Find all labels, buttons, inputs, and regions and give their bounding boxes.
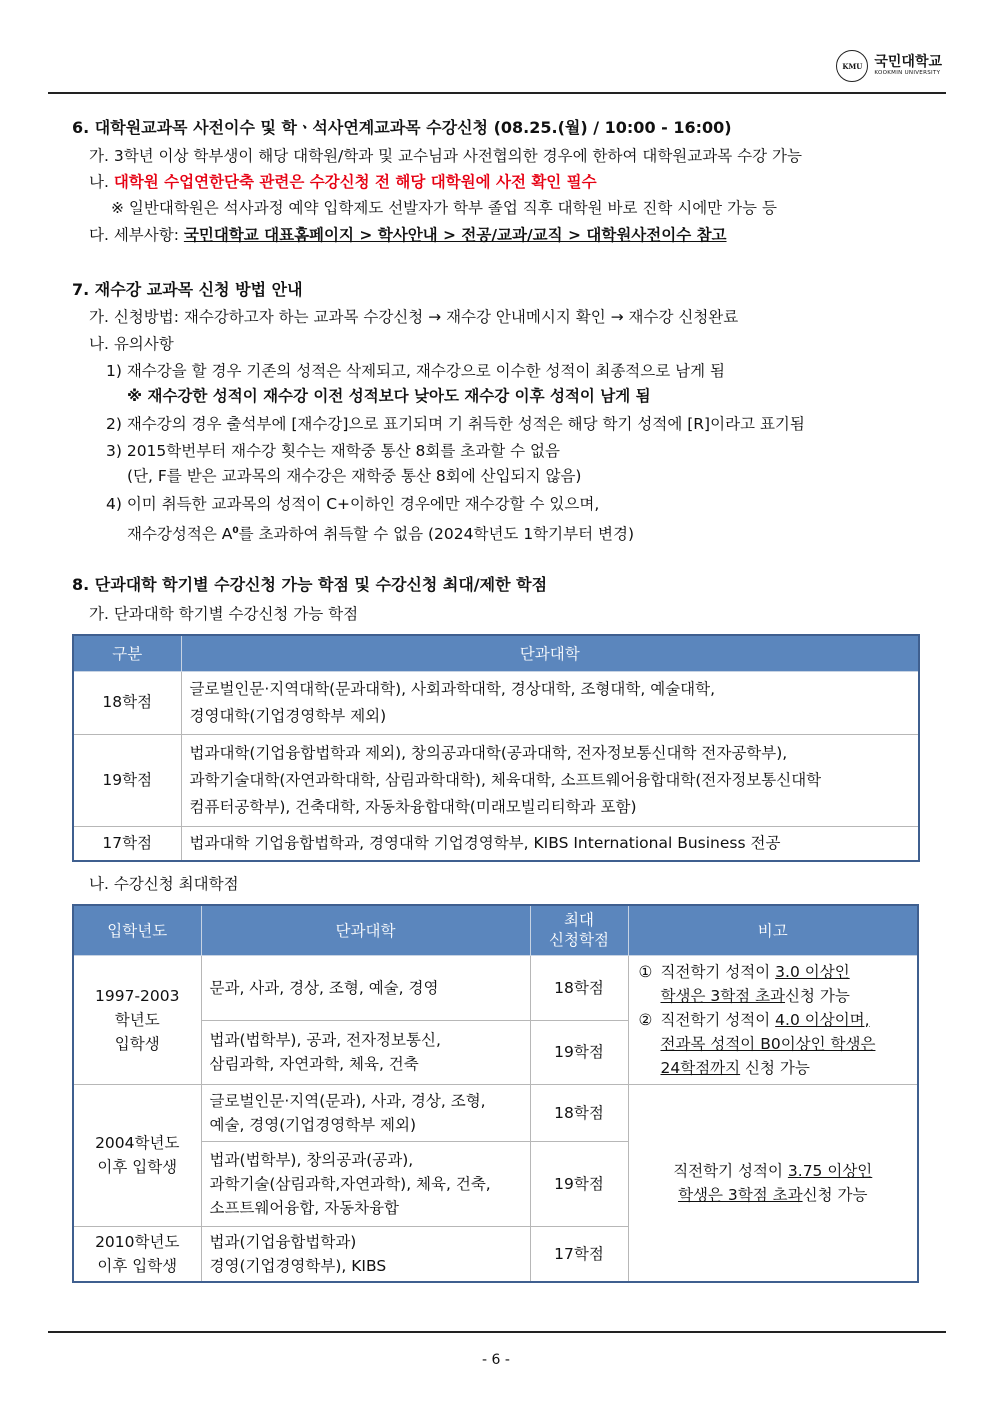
s7-item-a: 가. 신청방법: 재수강하고자 하는 교과목 수강신청 → 재수강 안내메시지 확인 → 재수강 신청완료 (89, 308, 739, 326)
header-college: 단과대학 (181, 635, 919, 671)
university-logo (836, 50, 942, 82)
s6-note: ※ 일반대학원은 석사과정 예약 입학제도 선발자가 학부 졸업 직후 대학원 바로 진학 시에만 가능 등 (111, 199, 777, 217)
credit-cell: 17학점 (530, 1226, 628, 1282)
college-cell: 법과(기업융합법학과) 경영(기업경영학부), KIBS (201, 1226, 530, 1282)
college-cell: 법과대학 기업융합법학과, 경영대학 기업경영학부, KIBS International Business 전공 (181, 826, 919, 861)
college-cell: 문과, 사과, 경상, 조형, 예술, 경영 (201, 955, 530, 1020)
s7-item-3-note: (단, F를 받은 교과목의 재수강은 재학중 통산 8회에 산입되지 않음) (127, 467, 582, 485)
year-cell: 2004학년도 이후 입학생 (73, 1084, 201, 1226)
section-6-title: 6. 대학원교과목 사전이수 및 학ㆍ석사연계교과목 수강신청 (08.25.(월) / 10:00 - 16:00) (72, 118, 732, 137)
credit-cell: 18학점 (73, 671, 181, 734)
year-cell: 1997-2003 학년도 입학생 (73, 955, 201, 1084)
page-header (48, 40, 946, 94)
remarks-cell (628, 955, 918, 1084)
credit-cell: 19학점 (530, 1020, 628, 1084)
credit-cell: 18학점 (530, 955, 628, 1020)
s8-item-a: 가. 단과대학 학기별 수강신청 가능 학점 (89, 605, 359, 623)
college-cell: 글로벌인문·지역(문과), 사과, 경상, 조형, 예술, 경영(기업경영학부 제외) (201, 1084, 530, 1141)
s7-item-1-note: ※ 재수강한 성적이 재수강 이전 성적보다 낮아도 재수강 이후 성적이 남게 됨 (127, 387, 651, 405)
college-cell: 글로벌인문·지역대학(문과대학), 사회과학대학, 경상대학, 조형대학, 예술대학, 경영대학(기업경영학부 제외) (181, 671, 919, 734)
s6-item-b-warning: 대학원 수업연한단축 관련은 수강신청 전 해당 대학원에 사전 확인 필수 (113, 173, 597, 191)
homepage-path-link[interactable]: 국민대학교 대표홈페이지 > 학사안내 > 전공/교과/교직 > 대학원사전이수 참고 (183, 226, 727, 244)
remark-item-2: ② 직전학기 성적이 4.0 이상이며, 전과목 성적이 B0이상인 학생은 24학점까지 신청 가능 (638, 1010, 876, 1077)
header-max-credit: 최대 신청학점 (530, 905, 628, 955)
section-7-title: 7. 재수강 교과목 신청 방법 안내 (72, 280, 303, 299)
header-college: 단과대학 (201, 905, 530, 955)
page-number: - 6 - (482, 1352, 510, 1368)
s6-item-c: 다. 세부사항: 국민대학교 대표홈페이지 > 학사안내 > 전공/교과/교직 > 대학원사전이수 참고 (89, 226, 727, 244)
footer-divider (48, 1331, 946, 1333)
header-remarks: 비고 (628, 905, 918, 955)
section-8-title: 8. 단과대학 학기별 수강신청 가능 학점 및 수강신청 최대/제한 학점 (72, 575, 548, 594)
college-cell: 법과대학(기업융합법학과 제외), 창의공과대학(공과대학, 전자정보통신대학 전자공학부), 과학기술대학(자연과학대학, 삼림과학대학), 체육대학, 소프트웨어융합대학(전자정보통신대학 컴퓨터공학부), 건축대학, 자동차융합대학(미래모빌리티학과 포함) (181, 734, 919, 826)
header-category: 구분 (73, 635, 181, 671)
s8-item-b: 나. 수강신청 최대학점 (89, 875, 239, 893)
credit-cell: 19학점 (73, 734, 181, 826)
kmu-seal-icon: KMU (836, 50, 868, 82)
credit-by-college-table (72, 634, 920, 862)
s7-item-4-cont: 재수강성적은 $A^0$를 초과하여 취득할 수 없음 (2024학년도 1학기부터 변경) (127, 525, 634, 543)
s7-item-3: 3) 2015학번부터 재수강 횟수는 재학중 통산 8회를 초과할 수 없음 (106, 442, 560, 460)
logo-korean: 국민대학교 (874, 54, 942, 71)
s7-item-b: 나. 유의사항 (89, 335, 174, 353)
max-credit-table (72, 904, 919, 1283)
logo-english: KOOKMIN UNIVERSITY (874, 70, 941, 77)
header-entrance-year: 입학년도 (73, 905, 201, 955)
s7-item-2: 2) 재수강의 경우 출석부에 [재수강]으로 표기되며 기 취득한 성적은 해당 학기 성적에 [R]이라고 표기됨 (106, 415, 805, 433)
college-cell: 법과(법학부), 공과, 전자정보통신, 삼림과학, 자연과학, 체육, 건축 (201, 1020, 530, 1084)
credit-cell: 17학점 (73, 826, 181, 861)
s7-item-1: 1) 재수강을 할 경우 기존의 성적은 삭제되고, 재수강으로 이수한 성적이 최종적으로 남게 됨 (106, 362, 725, 380)
s6-item-b: 나. 대학원 수업연한단축 관련은 수강신청 전 해당 대학원에 사전 확인 필수 (89, 173, 597, 191)
college-cell: 법과(법학부), 창의공과(공과), 과학기술(삼림과학,자연과학), 체육, 건축, 소프트웨어융합, 자동차융합 (201, 1141, 530, 1226)
s6-item-a: 가. 3학년 이상 학부생이 해당 대학원/학과 및 교수님과 사전협의한 경우에 한하여 대학원교과목 수강 가능 (89, 147, 802, 165)
s7-item-4: 4) 이미 취득한 교과목의 성적이 C+이하인 경우에만 재수강할 수 있으며, (106, 495, 600, 513)
remarks-cell: 직전학기 성적이 3.75 이상인 학생은 3학점 초과신청 가능 (628, 1084, 918, 1282)
credit-cell: 18학점 (530, 1084, 628, 1141)
remark-item-1: ① 직전학기 성적이 3.0 이상인 학생은 3학점 초과신청 가능 (638, 962, 850, 1005)
year-cell: 2010학년도 이후 입학생 (73, 1226, 201, 1282)
credit-cell: 19학점 (530, 1141, 628, 1226)
